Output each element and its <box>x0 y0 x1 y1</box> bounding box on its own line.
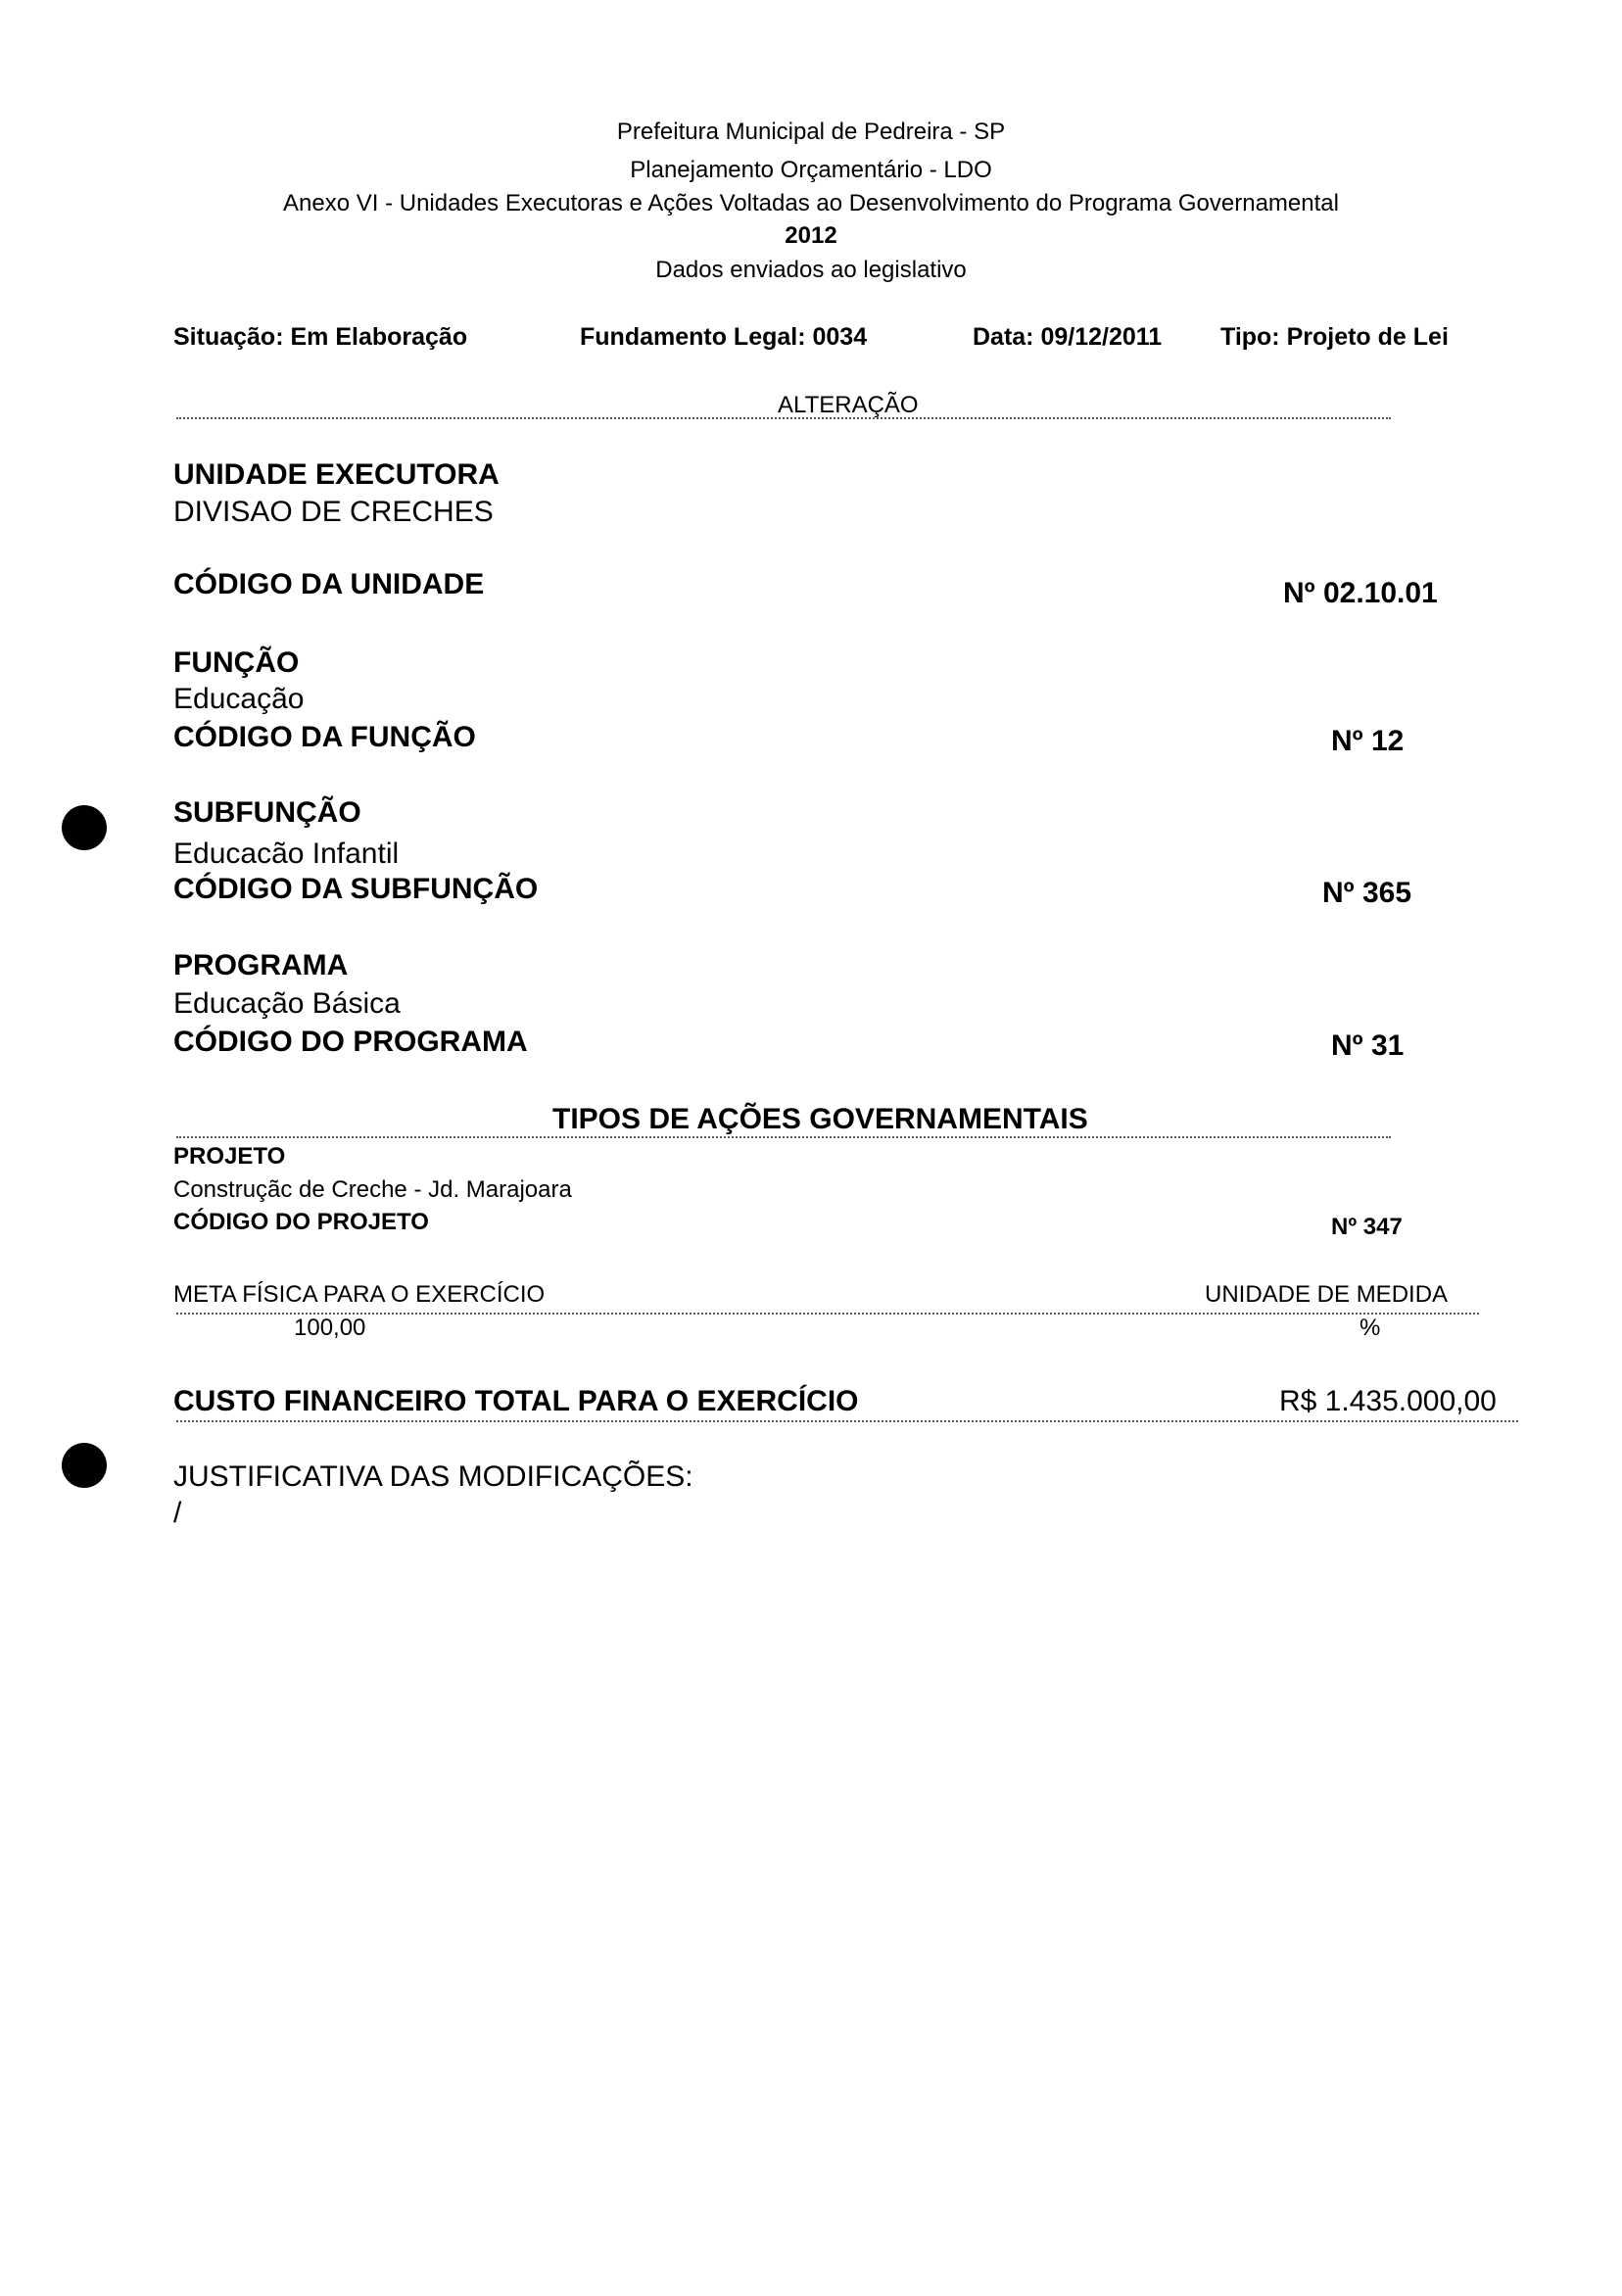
header-year: 2012 <box>785 222 837 249</box>
programa-value: Educação Básica <box>173 987 401 1020</box>
custo-value: R$ 1.435.000,00 <box>1275 1387 1497 1416</box>
divider <box>176 1420 1518 1422</box>
funcao-code-label: CÓDIGO DA FUNÇÃO <box>173 721 476 753</box>
projeto-value: Construçãc de Creche - Jd. Marajoara <box>173 1176 572 1203</box>
projeto-code-label: CÓDIGO DO PROJETO <box>173 1209 429 1235</box>
justificativa-value: / <box>173 1497 182 1529</box>
funcao-value: Educação <box>173 683 305 715</box>
fundamento-legal: Fundamento Legal: 0034 <box>580 323 868 351</box>
divider <box>176 1313 1479 1315</box>
tipo: Tipo: Projeto de Lei <box>1220 323 1449 351</box>
unidade-value: DIVISAO DE CRECHES <box>173 496 494 528</box>
unidade-label: UNIDADE EXECUTORA <box>173 458 500 491</box>
projeto-code: Nº 347 <box>1331 1214 1403 1240</box>
situacao: Situação: Em Elaboração <box>173 323 468 351</box>
subfuncao-value: Educacão Infantil <box>173 837 400 870</box>
unidade-medida-label: UNIDADE DE MEDIDA <box>1201 1283 1448 1307</box>
header-annex: Anexo VI - Unidades Executoras e Ações Voltadas ao Desenvolvimento do Programa Governamental <box>283 190 1339 216</box>
data: Data: 09/12/2011 <box>973 323 1163 351</box>
punch-hole-bottom <box>62 1443 107 1488</box>
meta-label: META FÍSICA PARA O EXERCÍCIO <box>173 1283 549 1307</box>
header-municipality: Prefeitura Municipal de Pedreira - SP <box>616 119 1006 145</box>
subfuncao-code-label: CÓDIGO DA SUBFUNÇÃO <box>173 873 539 905</box>
custo-label: CUSTO FINANCEIRO TOTAL PARA O EXERCÍCIO <box>173 1387 863 1416</box>
alteracao-heading: ALTERAÇÃO <box>774 394 923 417</box>
meta-value: 100,00 <box>294 1315 366 1341</box>
programa-label: PROGRAMA <box>173 949 349 981</box>
funcao-label: FUNÇÃO <box>173 646 300 679</box>
tipos-acoes-heading: TIPOS DE AÇÕES GOVERNAMENTAIS <box>549 1105 1092 1134</box>
programa-code: Nº 31 <box>1331 1029 1405 1062</box>
projeto-label: PROJETO <box>173 1143 286 1170</box>
justificativa-label: JUSTIFICATIVA DAS MODIFICAÇÕES: <box>173 1460 693 1493</box>
unidade-medida-value: % <box>1360 1315 1381 1341</box>
punch-hole-top <box>62 805 107 850</box>
header-status: Dados enviados ao legislativo <box>655 257 967 283</box>
subfuncao-code: Nº 365 <box>1322 877 1412 909</box>
unidade-code-label: CÓDIGO DA UNIDADE <box>173 568 485 600</box>
header-planning: Planejamento Orçamentário - LDO <box>630 157 992 183</box>
programa-code-label: CÓDIGO DO PROGRAMA <box>173 1026 528 1058</box>
subfuncao-label: SUBFUNÇÃO <box>173 796 361 829</box>
unidade-code: Nº 02.10.01 <box>1283 577 1438 609</box>
divider <box>176 1136 1391 1138</box>
funcao-code: Nº 12 <box>1331 725 1405 757</box>
